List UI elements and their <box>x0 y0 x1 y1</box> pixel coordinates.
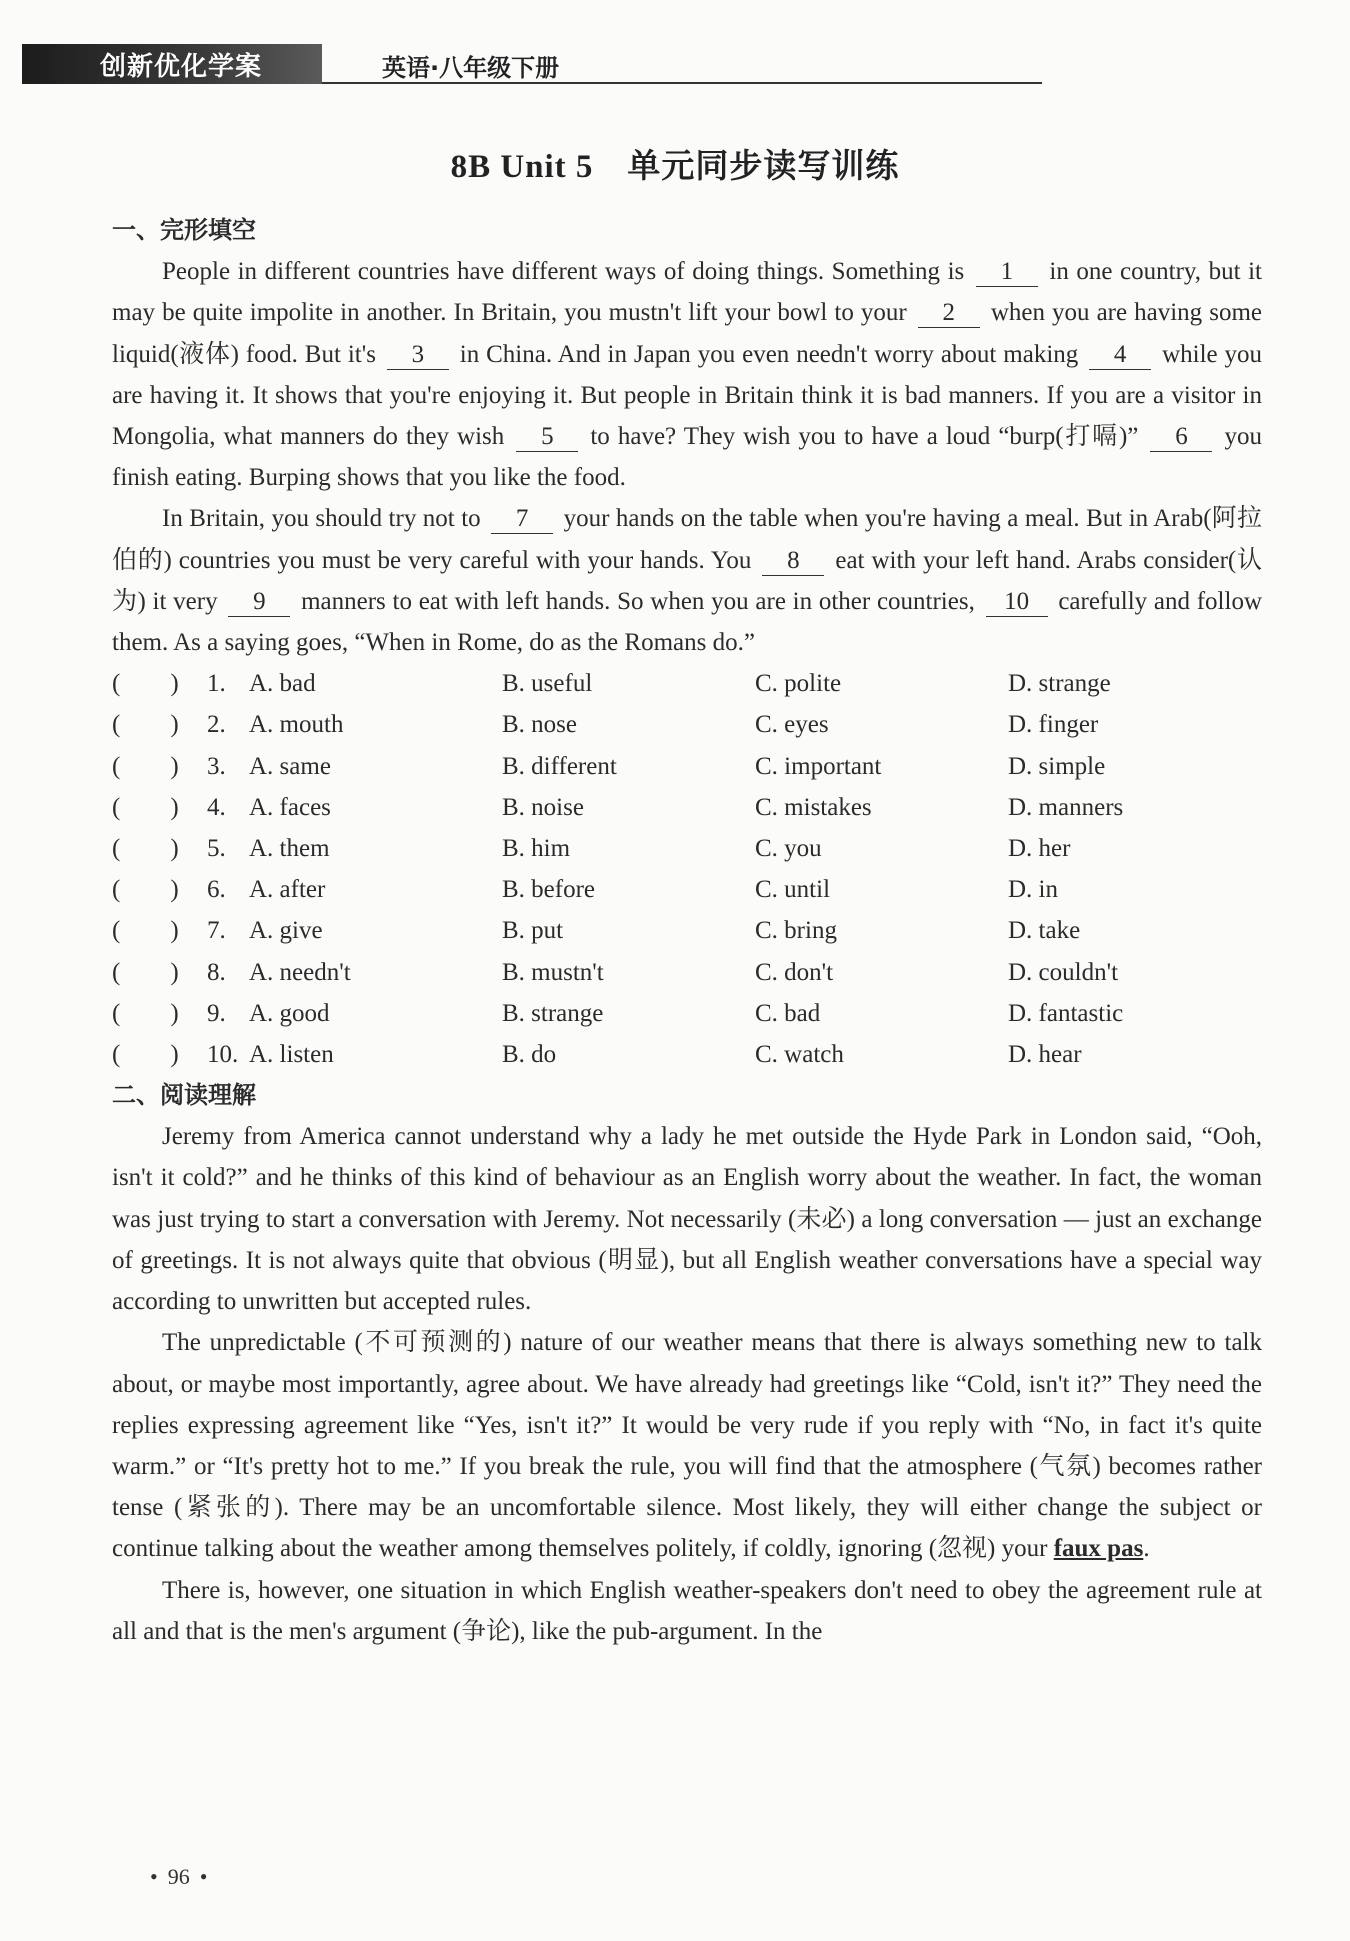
cloze-blank-8[interactable]: 8 <box>762 547 824 576</box>
page-title: 8B Unit 5 单元同步读写训练 <box>450 149 900 185</box>
answer-paren[interactable]: ( ) <box>112 793 179 821</box>
question-number: 5. <box>207 834 226 862</box>
option-b[interactable]: B. noise <box>502 793 584 821</box>
option-c[interactable]: C. bring <box>755 917 837 945</box>
option-d[interactable]: D. fantastic <box>1008 999 1124 1027</box>
option-a[interactable]: A. good <box>249 999 330 1027</box>
option-c[interactable]: C. mistakes <box>755 793 872 821</box>
text-run: while you are having it. It shows that you're enjoying it. But people in Britain think it is bad manners. If you are a visitor in Mongolia, what manners do they wish <box>112 340 1263 450</box>
text-run: eat with your left hand. Arabs consider(认为) it very <box>112 546 1262 615</box>
header-divider <box>322 82 1042 84</box>
option-c[interactable]: C. polite <box>755 670 842 698</box>
question-row <box>112 746 1262 787</box>
text-run: your hands on the table when you're having a meal. But in Arab(阿拉伯的) countries you must be very careful with your hands. You <box>112 505 1262 574</box>
cloze-blank-3[interactable]: 3 <box>387 341 449 370</box>
cloze-blank-4[interactable]: 4 <box>1089 341 1151 370</box>
text-run: when you are having some liquid(液体) food. But it's <box>112 299 1262 368</box>
answer-paren[interactable]: ( ) <box>112 1040 179 1068</box>
question-row <box>112 869 1262 910</box>
question-number: 1. <box>207 670 226 698</box>
cloze-blank-9[interactable]: 9 <box>228 588 290 617</box>
brand-title: 创新优化学案 <box>100 52 263 82</box>
question-row <box>112 952 1262 993</box>
question-row <box>112 1034 1262 1075</box>
text-run: People in different countries have different ways of doing things. Something is <box>162 258 972 286</box>
option-c[interactable]: C. bad <box>755 999 821 1027</box>
question-row <box>112 704 1262 745</box>
text-run: . <box>1143 1535 1150 1563</box>
reading-paragraph-3: There is, however, one situation in which English weather-speakers don't need to obey the agreement rule at all and that is the men's argument (争论), like the pub-argument. In the <box>112 1576 1262 1645</box>
faux-pas-term: faux pas <box>1053 1535 1144 1563</box>
text-run: carefully and follow them. As a saying goes, “When in Rome, do as the Romans do.” <box>112 587 1262 657</box>
option-d[interactable]: D. finger <box>1008 711 1099 739</box>
subject-title: 英语·八年级下册 <box>382 54 560 82</box>
question-number: 7. <box>207 917 226 945</box>
option-a[interactable]: A. bad <box>249 670 316 698</box>
option-b[interactable]: B. strange <box>502 999 604 1027</box>
option-c[interactable]: C. until <box>755 876 831 904</box>
worksheet-content <box>112 210 1262 1652</box>
option-c[interactable]: C. eyes <box>755 711 829 739</box>
question-row <box>112 910 1262 951</box>
answer-paren[interactable]: ( ) <box>112 917 179 945</box>
reading-paragraph-2 <box>112 1322 1262 1569</box>
question-row <box>112 787 1262 828</box>
option-d[interactable]: D. hear <box>1008 1040 1082 1068</box>
option-b[interactable]: B. him <box>502 834 571 862</box>
cloze-blank-2[interactable]: 2 <box>918 299 980 328</box>
page-number-value: 96 <box>167 1864 190 1889</box>
bullet-left: • <box>150 1864 158 1889</box>
option-a[interactable]: A. faces <box>249 793 331 821</box>
text-run: in China. And in Japan you even needn't worry about making <box>452 340 1086 368</box>
option-a[interactable]: A. mouth <box>249 711 344 739</box>
question-number: 2. <box>207 711 226 739</box>
option-b[interactable]: B. different <box>502 752 617 780</box>
cloze-blank-1[interactable]: 1 <box>976 258 1038 287</box>
option-d[interactable]: D. manners <box>1008 793 1124 821</box>
answer-paren[interactable]: ( ) <box>112 876 179 904</box>
option-d[interactable]: D. her <box>1008 834 1071 862</box>
section-heading-reading: 二、阅读理解 <box>112 1081 256 1110</box>
cloze-blank-7[interactable]: 7 <box>491 505 553 534</box>
text-run: manners to eat with left hands. So when you are in other countries, <box>294 587 982 615</box>
text-run: in one country, but it may be quite impolite in another. In Britain, you mustn't lift your bowl to your <box>112 258 1262 327</box>
text-run: In Britain, you should try not to <box>162 505 488 533</box>
question-number: 9. <box>207 999 226 1027</box>
cloze-blank-5[interactable]: 5 <box>516 423 578 452</box>
option-d[interactable]: D. couldn't <box>1008 958 1119 986</box>
question-number: 3. <box>207 752 226 780</box>
question-row <box>112 663 1262 704</box>
question-number: 4. <box>207 793 226 821</box>
option-a[interactable]: A. after <box>249 876 326 904</box>
answer-paren[interactable]: ( ) <box>112 958 179 986</box>
option-b[interactable]: B. put <box>502 917 564 945</box>
page-number <box>140 1864 217 1890</box>
question-row <box>112 828 1262 869</box>
cloze-blank-10[interactable]: 10 <box>986 588 1048 617</box>
option-a[interactable]: A. needn't <box>249 958 351 986</box>
section-heading-cloze: 一、完形填空 <box>112 216 256 244</box>
text-run: The unpredictable (不可预测的) nature of our weather means that there is always something new to talk about, or maybe most importantly, agree about. We have already had greetings like “Cold, isn't it?” They need the replies expressing agreement like “Yes, isn't it?” It would be very rude if you reply with “No, in fact it's quite warm.” or “It's pretty hot to me.” If you break the rule, you will find that the atmosphere (气氛) becomes rather tense (紧张的). There may be an uncomfortable silence. Most likely, they will either change the subject or continue talking about the weather among themselves politely, if coldly, ignoring (忽视) your <box>112 1329 1262 1563</box>
option-d[interactable]: D. take <box>1008 917 1081 945</box>
option-d[interactable]: D. in <box>1008 876 1058 904</box>
option-b[interactable]: B. do <box>502 1040 557 1068</box>
answer-paren[interactable]: ( ) <box>112 752 179 780</box>
answer-paren[interactable]: ( ) <box>112 999 179 1027</box>
option-d[interactable]: D. strange <box>1008 670 1111 698</box>
question-number: 8. <box>207 958 226 986</box>
answer-paren[interactable]: ( ) <box>112 711 179 739</box>
answer-paren[interactable]: ( ) <box>112 834 179 862</box>
cloze-paragraph-1 <box>112 251 1262 498</box>
answer-paren[interactable]: ( ) <box>112 670 179 698</box>
cloze-paragraph-2 <box>112 498 1262 663</box>
option-b[interactable]: B. before <box>502 876 596 904</box>
option-c[interactable]: C. watch <box>755 1040 844 1068</box>
option-a[interactable]: A. same <box>249 752 331 780</box>
text-run: to have? They wish you to have a loud “burp(打嗝)” <box>582 423 1147 450</box>
page-header <box>22 44 1022 84</box>
option-b[interactable]: B. mustn't <box>502 958 604 986</box>
option-a[interactable]: A. them <box>249 834 330 862</box>
question-row <box>112 993 1262 1034</box>
option-a[interactable]: A. listen <box>249 1040 334 1068</box>
question-list <box>112 663 1262 1075</box>
bullet-right: • <box>199 1864 208 1889</box>
option-a[interactable]: A. give <box>249 917 323 945</box>
option-d[interactable]: D. simple <box>1008 752 1106 780</box>
question-number: 10. <box>207 1040 239 1068</box>
reading-paragraph-1: Jeremy from America cannot understand why a lady he met outside the Hyde Park in London said, “Ooh, isn't it cold?” and he thinks of this kind of behaviour as an English worry about the weather. In fact, the woman was just trying to start a conversation with Jeremy. Not necessarily (未必) a long conversation — just an exchange of greetings. It is not always quite that obvious (明显), but all English weather conversations have a special way according to unwritten but accepted rules. <box>112 1123 1262 1316</box>
option-c[interactable]: C. important <box>755 752 882 780</box>
option-c[interactable]: C. you <box>755 834 822 862</box>
option-c[interactable]: C. don't <box>755 958 834 986</box>
option-b[interactable]: B. nose <box>502 711 577 739</box>
option-b[interactable]: B. useful <box>502 670 593 698</box>
question-number: 6. <box>207 876 226 904</box>
cloze-blank-6[interactable]: 6 <box>1150 423 1212 452</box>
text-run: you finish eating. Burping shows that you like the food. <box>112 423 1262 492</box>
